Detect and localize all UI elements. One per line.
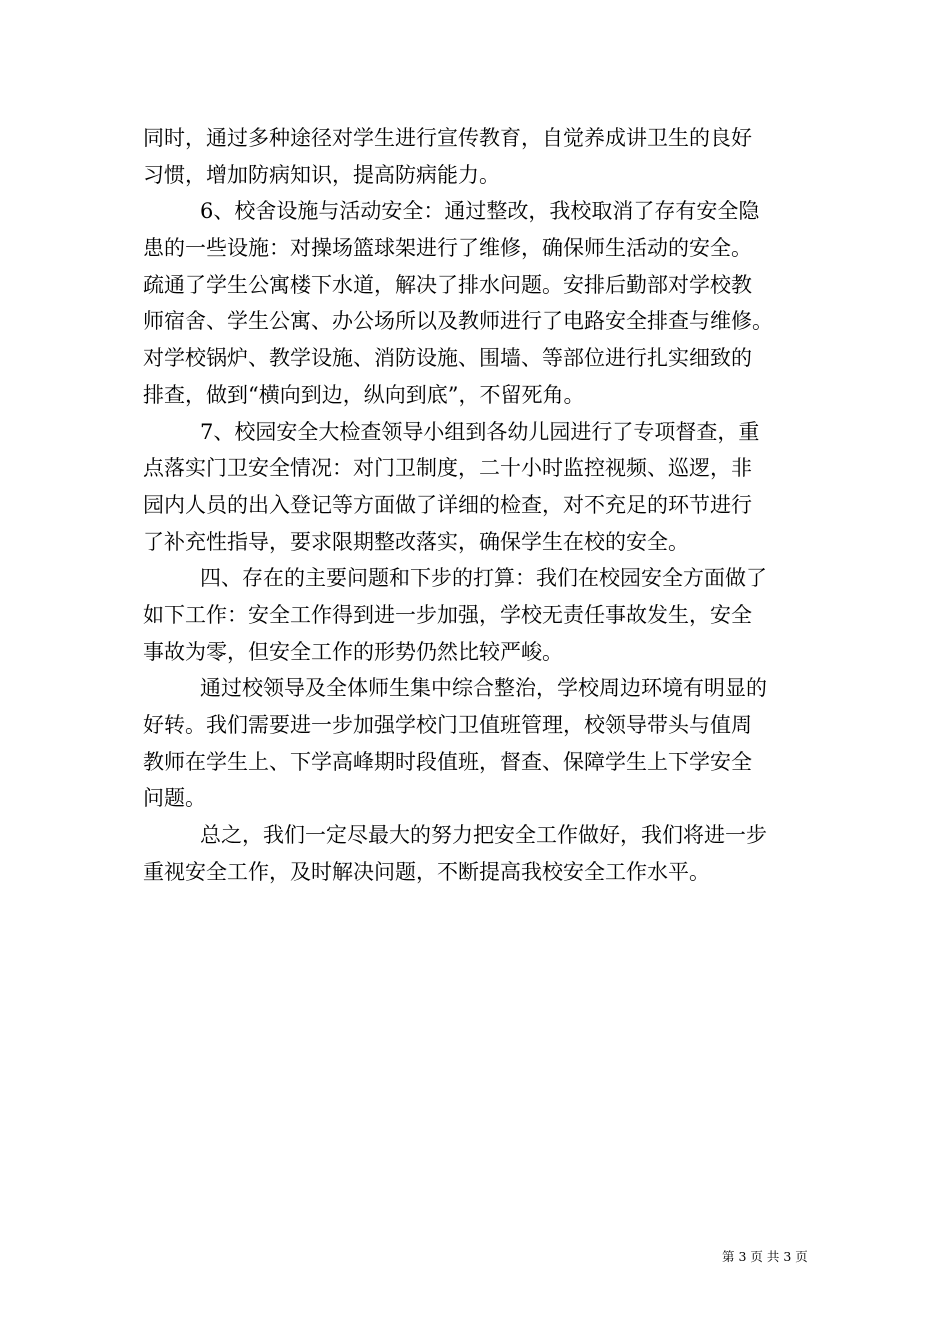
paragraph-start-line: 四、存在的主要问题和下步的打算：我们在校园安全方面做了: [200, 566, 767, 591]
text-line: 对学校锅炉、教学设施、消防设施、围墙、等部位进行扎实细致的: [143, 346, 752, 371]
text-line: 疏通了学生公寓楼下水道，解决了排水问题。安排后勤部对学校教: [143, 272, 752, 297]
page-number-footer: 第 3 页 共 3 页: [722, 1249, 808, 1264]
text-line: 习惯，增加防病知识，提高防病能力。: [143, 162, 500, 187]
paragraph-start-line: 6、校舍设施与活动安全：通过整改，我校取消了存有安全隐: [200, 199, 760, 224]
text-line: 患的一些设施：对操场篮球架进行了维修，确保师生活动的安全。: [143, 236, 752, 261]
text-line: 事故为零，但安全工作的形势仍然比较严峻。: [143, 639, 563, 664]
text-line: 教师在学生上、下学高峰期时段值班，督查、保障学生上下学安全: [143, 749, 752, 774]
document-body: [143, 120, 811, 890]
text-line: 重视安全工作，及时解决问题，不断提高我校安全工作水平。: [143, 859, 710, 884]
text-line: 同时，通过多种途径对学生进行宣传教育，自觉养成讲卫生的良好: [143, 126, 752, 150]
text-line: 排查，做到“横向到边，纵向到底”，不留死角。: [143, 382, 585, 407]
text-line: 好转。我们需要进一步加强学校门卫值班管理，校领导带头与值周: [143, 713, 752, 737]
paragraph-start-line: 通过校领导及全体师生集中综合整治，学校周边环境有明显的: [200, 676, 767, 701]
text-line: 师宿舍、学生公寓、办公场所以及教师进行了电路安全排查与维修。: [143, 309, 773, 334]
text-line: 园内人员的出入登记等方面做了详细的检查，对不充足的环节进行: [143, 492, 752, 517]
paragraph-start-line: 总之，我们一定尽最大的努力把安全工作做好，我们将进一步: [200, 823, 767, 848]
text-line: 了补充性指导，要求限期整改落实，确保学生在校的安全。: [143, 529, 689, 554]
paragraph-start-line: 7、校园安全大检查领导小组到各幼儿园进行了专项督查，重: [200, 419, 760, 444]
text-line: 点落实门卫安全情况：对门卫制度，二十小时监控视频、巡逻，非: [143, 456, 752, 481]
text-line: 如下工作：安全工作得到进一步加强，学校无责任事故发生，安全: [143, 602, 752, 627]
text-line: 问题。: [143, 786, 206, 811]
